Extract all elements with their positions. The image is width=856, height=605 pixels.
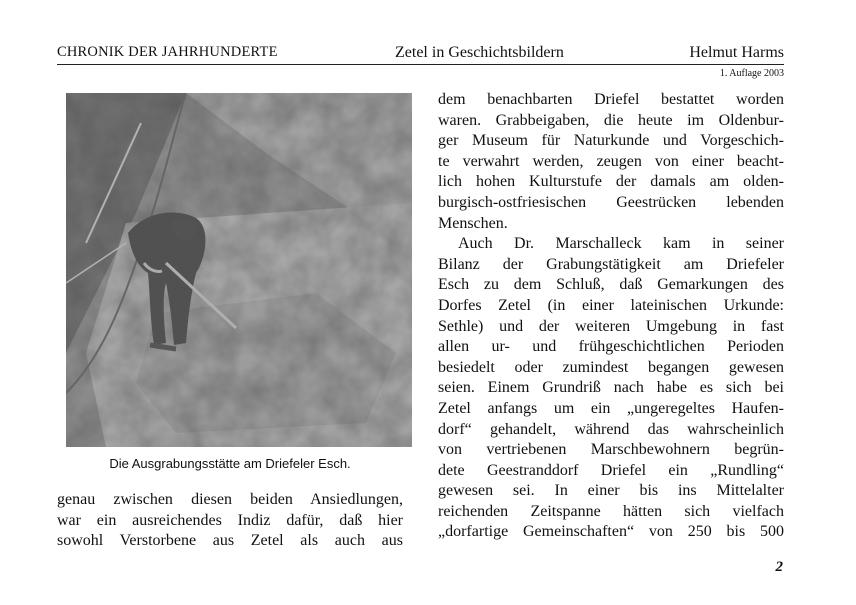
text-line: Esch zu dem Schluß, daß Gemarkungen des (438, 276, 784, 294)
header-book-title: Zetel in Geschichtsbildern (395, 44, 564, 61)
text-line: gewesen sei. In einer bis ins Mittelalter (438, 482, 784, 500)
text-line: Auch Dr. Marschalleck kam in seiner (458, 235, 784, 253)
text-line: war ein ausreichendes Indiz dafür, daß hier (57, 511, 403, 529)
text-line: te verwahrt werden, zeugen von einer beacht- (438, 152, 784, 170)
text-line: seien. Einem Grundriß nach habe es sich bei (438, 379, 784, 397)
text-line: Bilanz der Grabungstätigkeit am Driefeler (438, 255, 784, 273)
excavation-photo (66, 93, 412, 447)
text-line: Sethle) und der weiteren Umgebung in fast (438, 317, 784, 335)
text-line: Menschen. (438, 214, 508, 232)
text-line: dorf“ gehandelt, während das wahrscheinlich (438, 420, 784, 438)
text-line: Zetel anfangs um ein „ungeregeltes Haufen- (438, 399, 784, 417)
text-line: „dorfartige Gemeinschaften“ von 250 bis 500 (438, 523, 784, 541)
text-line: Dorfes Zetel (in einer lateinischen Urkunde: (438, 296, 784, 314)
text-line: genau zwischen diesen beiden Ansiedlungen, (57, 491, 403, 508)
text-line: dem benachbarten Driefel bestattet worden (438, 91, 784, 108)
header-series-title: CHRONIK DER JAHRHUNDERTE (57, 44, 278, 60)
text-line: besiedelt oder zumindest begangen gewesen (438, 358, 784, 376)
text-line: ger Museum für Naturkunde und Vorgeschich- (438, 132, 784, 150)
text-line: sowohl Verstorbene aus Zetel als auch aus (57, 532, 403, 550)
running-header (57, 42, 784, 65)
right-text-column (438, 90, 784, 543)
text-line: burgisch-ostfriesischen Geestrücken lebenden (438, 193, 784, 211)
text-line: waren. Grabbeigaben, die heute im Oldenbur- (438, 111, 784, 129)
photo-caption: Die Ausgrabungsstätte am Driefeler Esch. (109, 456, 351, 471)
left-text-column (57, 490, 403, 552)
text-line: allen ur- und frühgeschichtlichen Perioden (438, 338, 784, 356)
text-line: reichenden Zeitspanne hätten sich vielfach (438, 502, 784, 520)
edition-note: 1. Auflage 2003 (719, 68, 784, 79)
page-number: 2 (775, 559, 783, 575)
header-author: Helmut Harms (689, 44, 784, 61)
text-line: von vertriebenen Marschbewohnern begrün- (438, 441, 784, 459)
text-line: dete Geestranddorf Driefel ein „Rundling“ (438, 461, 784, 479)
text-line: lich hohen Kulturstufe der damals am olden- (438, 173, 784, 191)
